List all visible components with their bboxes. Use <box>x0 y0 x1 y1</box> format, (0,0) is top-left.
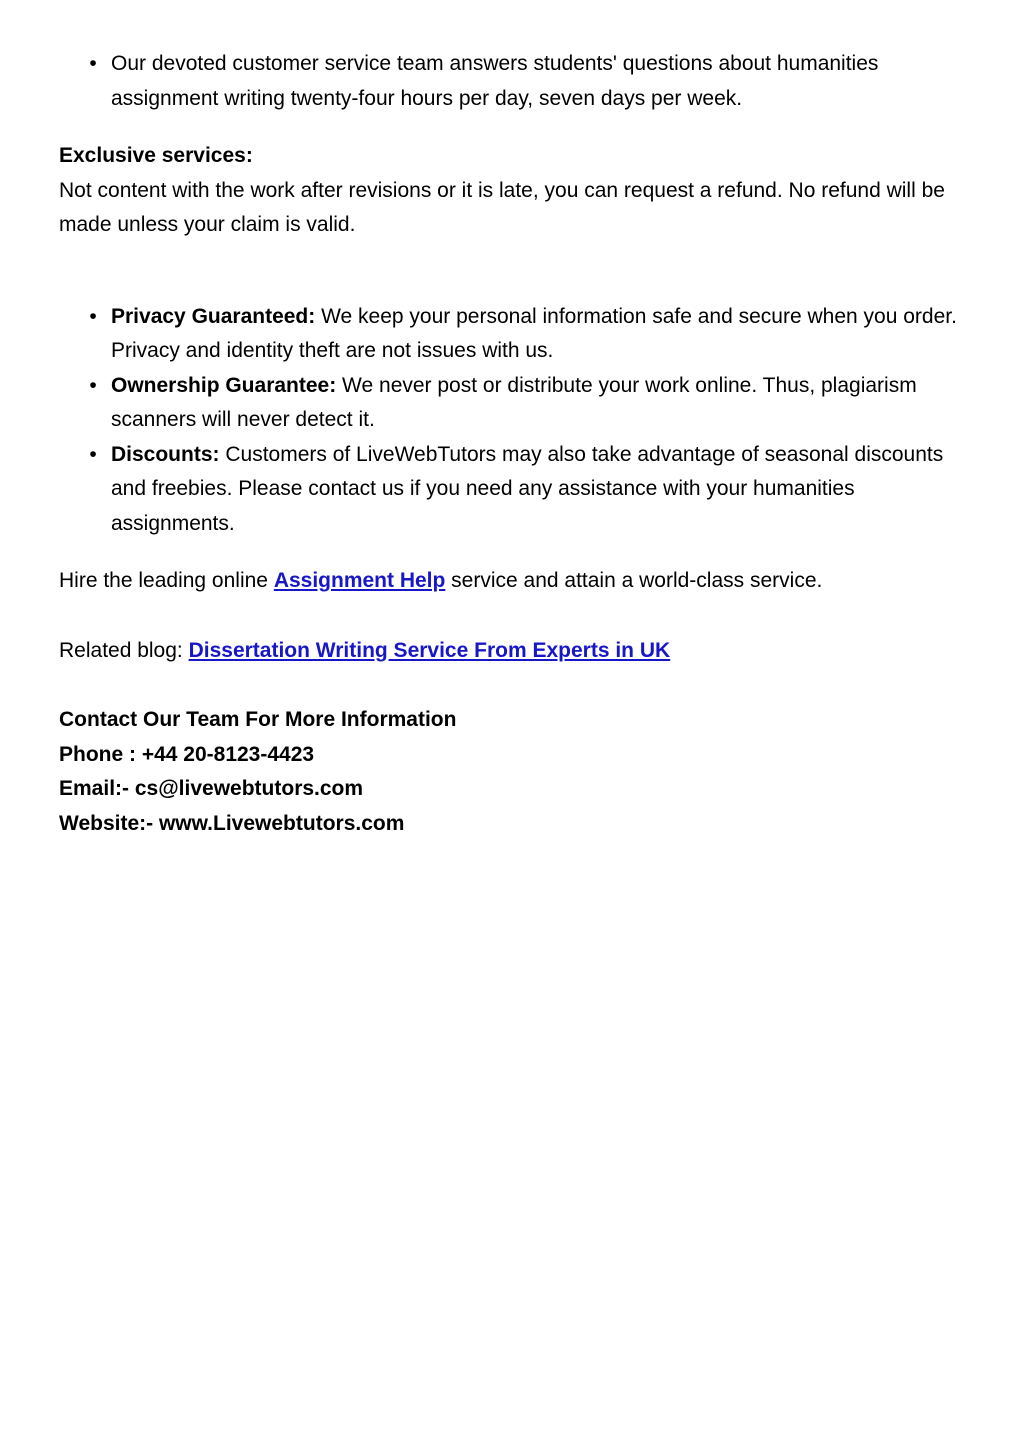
list-item-privacy <box>59 300 959 369</box>
hire-paragraph <box>59 564 959 599</box>
hire-text-before: Hire the leading online <box>59 569 274 592</box>
guarantee-title: Discounts: <box>111 442 220 466</box>
hire-text-after: service and attain a world-class service. <box>445 569 823 592</box>
related-label: Related blog: <box>59 638 189 662</box>
guarantee-text: We never post or distribute your work online. Thus, plagiarism scanners will never detect it. <box>111 373 917 431</box>
list-item-ownership <box>59 369 959 438</box>
bullet-icon: • <box>89 52 97 75</box>
support-list <box>59 47 959 116</box>
assignment-help-link[interactable]: Assignment Help <box>273 569 446 592</box>
contact-email: Email:- cs@livewebtutors.com <box>59 777 364 800</box>
contact-website: Website:- www.Livewebtutors.com <box>59 811 405 835</box>
guarantee-title: Ownership Guarantee: <box>111 373 337 397</box>
bullet-icon: • <box>89 373 97 397</box>
document-page <box>59 47 959 841</box>
related-blog <box>59 634 959 669</box>
related-blog-link[interactable]: Dissertation Writing Service From Experts in UK <box>188 638 671 662</box>
list-item <box>59 47 959 116</box>
guarantee-text: We keep your personal information safe and secure when you order. Privacy and identity theft are not issues with us. <box>111 304 957 362</box>
guarantee-list <box>59 300 959 542</box>
list-item-text: Our devoted customer service team answers students' questions about humanities assignment writing twenty-four hours per day, seven days per week. <box>111 52 879 110</box>
contact-heading: Contact Our Team For More Information <box>59 708 457 731</box>
guarantee-title: Privacy Guaranteed: <box>111 304 316 328</box>
exclusive-heading: Exclusive services: <box>59 144 253 167</box>
exclusive-body: Not content with the work after revisions or it is late, you can request a refund. No refund will be made unless your claim is valid. <box>59 178 945 236</box>
guarantee-text: Customers of LiveWebTutors may also take advantage of seasonal discounts and freebies. Please contact us if you need any assistance with your humanities assignments. <box>111 442 944 535</box>
contact-phone: Phone : +44 20-8123-4423 <box>59 742 315 766</box>
bullet-icon: • <box>89 442 97 466</box>
bullet-icon: • <box>89 304 97 328</box>
list-item-discounts <box>59 438 959 542</box>
